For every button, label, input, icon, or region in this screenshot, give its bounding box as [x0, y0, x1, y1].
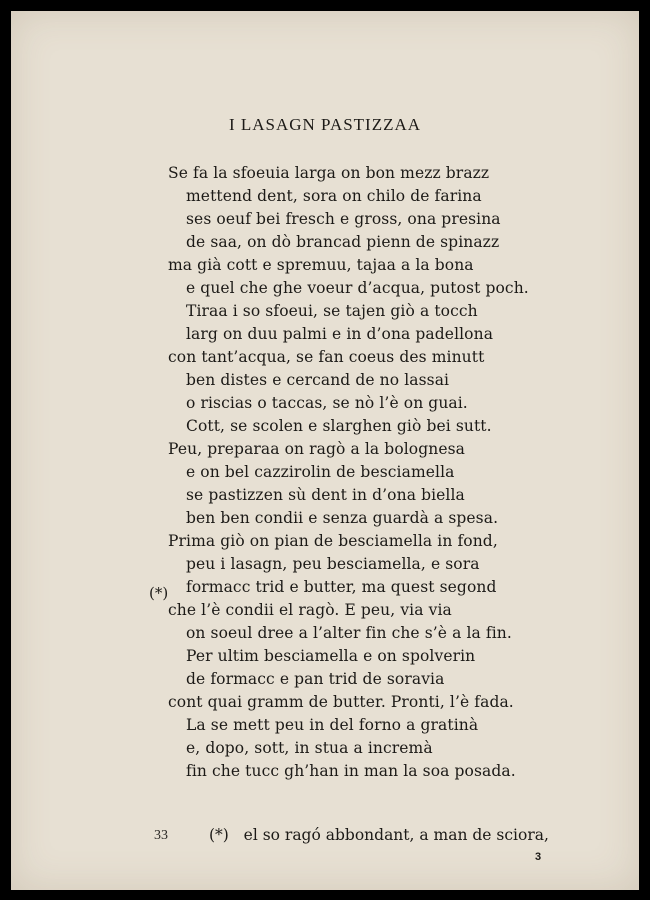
footnote-number: 33	[154, 828, 168, 843]
verse-line: Peu, preparaa on ragò a la bolognesa	[168, 440, 466, 458]
verse-line: de saa, on dò brancad pienn de spinazz	[186, 233, 500, 251]
verse-line: peu i lasagn, peu besciamella, e sora	[186, 555, 480, 573]
footnote	[11, 826, 639, 850]
verse-line: ben ben condii e senza guardà a spesa.	[186, 509, 499, 527]
verse-line: o riscias o taccas, se nò l’è on guai.	[186, 394, 468, 412]
verse-line: Tiraa i so sfoeui, se tajen giò a tocch	[186, 302, 478, 320]
page-mark: 3	[535, 851, 542, 863]
verse-line: Se fa la sfoeuia larga on bon mezz brazz	[168, 164, 490, 182]
verse-line: La se mett peu in del forno a gratinà	[186, 716, 479, 734]
book-page	[11, 11, 639, 890]
verse-line: mettend dent, sora on chilo de farina	[186, 187, 482, 205]
verse-line: e, dopo, sott, in stua a incremà	[186, 739, 433, 757]
verse-line: con tant’acqua, se fan coeus des minutt	[168, 348, 485, 366]
verse-line: on soeul dree a l’alter fin che s’è a la fin.	[186, 624, 512, 642]
verse-line: ma già cott e spremuu, tajaa a la bona	[168, 256, 474, 274]
verse-line: e quel che ghe voeur d’acqua, putost poch.	[186, 279, 529, 297]
verse-line: ben distes e cercand de no lassai	[186, 371, 450, 389]
verse-line: se pastizzen sù dent in d’ona biella	[186, 486, 465, 504]
verse-line: cont quai gramm de butter. Pronti, l’è fada.	[168, 693, 514, 711]
footnote-reference-marker: (*)	[149, 584, 169, 602]
verse-line: ses oeuf bei fresch e gross, ona presina	[186, 210, 501, 228]
verse-line: Cott, se scolen e slarghen giò bei sutt.	[186, 417, 492, 435]
footnote-marker: (*)	[209, 826, 229, 844]
verse-line: Per ultim besciamella e on spolverin	[186, 647, 476, 665]
verse-line: larg on duu palmi e in d’ona padellona	[186, 325, 494, 343]
verse-line: fin che tucc gh’han in man la soa posada.	[186, 762, 516, 780]
verse-line: e on bel cazzirolin de besciamella	[186, 463, 455, 481]
verse-line: che l’è condii el ragò. E peu, via via	[168, 601, 452, 619]
footnote-body: el so ragó abbondant, a man de sciora,	[243, 826, 549, 844]
poem-title: I LASAGN PASTIZZAA	[228, 115, 422, 134]
verse-line: de formacc e pan trid de soravia	[186, 670, 445, 688]
footnote-text	[209, 826, 549, 844]
verse-line: Prima giò on pian de besciamella in fond,	[168, 532, 498, 550]
verse-line: formacc trid e butter, ma quest segond	[186, 578, 497, 596]
